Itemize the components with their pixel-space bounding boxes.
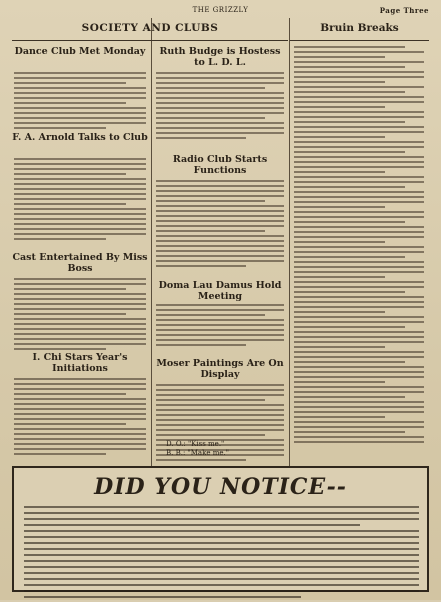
article-ruth-budge — [154, 46, 286, 68]
column-rule — [151, 18, 152, 466]
article-doma-lau — [154, 280, 286, 302]
article-ichi-stars — [12, 352, 148, 374]
article-body — [14, 278, 146, 353]
headline: Doma Lau Damus Hold Meeting — [158, 280, 282, 302]
article-dance-club — [12, 46, 148, 57]
dialogue-line: B. B.: "Make me." — [166, 449, 229, 457]
dialogue-line: D. O.: "Kiss me." — [166, 440, 225, 448]
notice-body — [24, 506, 419, 602]
bruin-breaks-body — [294, 46, 424, 446]
headline: F. A. Arnold Talks to Club — [12, 132, 148, 143]
headline: Moser Paintings Are On Display — [156, 358, 284, 380]
section-bruin-breaks: Bruin Breaks — [290, 22, 429, 41]
article-cast — [12, 252, 148, 274]
page-number: Page Three — [379, 6, 429, 15]
headline: Dance Club Met Monday — [14, 46, 146, 57]
newspaper-name: THE GRIZZLY — [192, 6, 249, 14]
headline: Cast Entertained By Miss Boss — [12, 252, 148, 274]
headline: Ruth Budge is Hostess to L. D. L. — [159, 46, 281, 68]
article-body — [14, 158, 146, 243]
running-head — [12, 4, 429, 18]
headline: I. Chi Stars Year's Initiations — [32, 352, 128, 374]
article-fa-arnold — [12, 132, 148, 143]
dialogue — [166, 440, 276, 458]
section-society: SOCIETY AND CLUBS — [12, 22, 288, 41]
article-body — [156, 72, 284, 142]
article-radio-club — [154, 154, 286, 176]
notice-title: DID YOU NOTICE-- — [94, 474, 347, 500]
article-body — [156, 180, 284, 270]
article-moser — [154, 358, 286, 380]
article-body — [156, 304, 284, 349]
headline: Radio Club Starts Functions — [172, 154, 268, 176]
article-body — [14, 72, 146, 132]
article-body — [14, 378, 146, 458]
did-you-notice-box — [12, 466, 429, 592]
column-rule — [289, 18, 290, 466]
